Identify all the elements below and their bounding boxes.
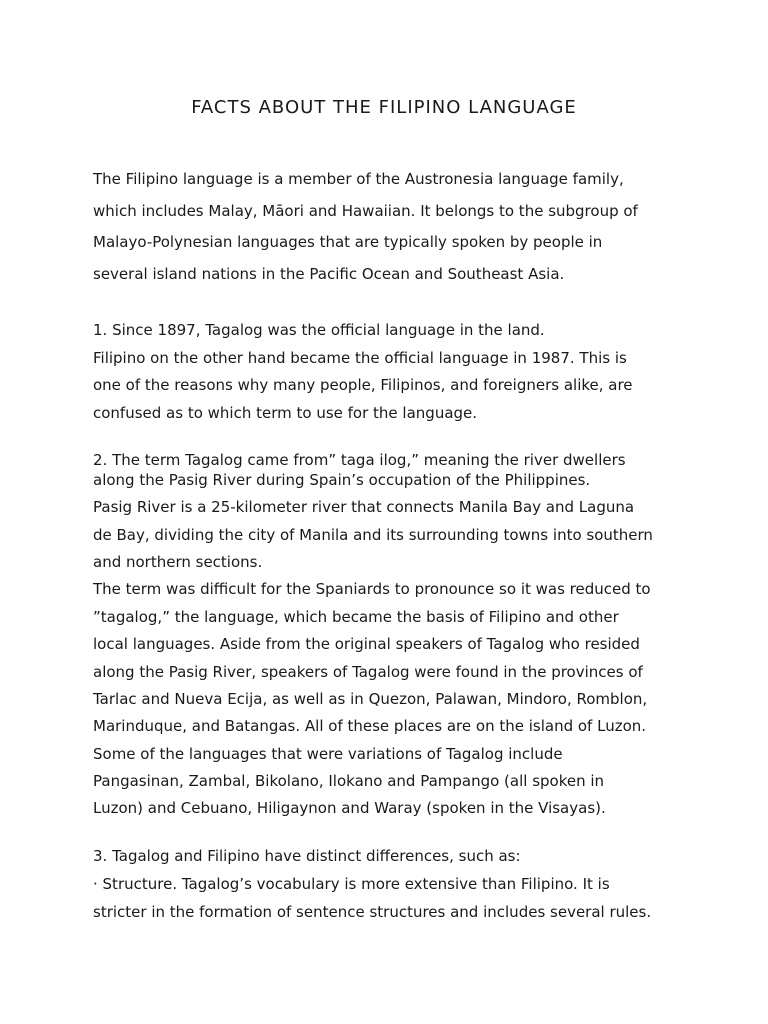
fact2-heading-line: 2. The term Tagalog came from” taga ilog,” meaning the river dwellers [93,451,626,469]
fact2-body-line: Marinduque, and Batangas. All of these places are on the island of Luzon. [93,717,647,735]
fact2-body-line: The term was difficult for the Spaniards to pronounce so it was reduced to [93,580,651,598]
fact2-body-line: along the Pasig River, speakers of Tagalog were found in the provinces of [93,663,643,681]
fact2-body-line: Tarlac and Nueva Ecija, as well as in Quezon, Palawan, Mindoro, Romblon, [93,690,648,708]
fact2-heading-line: along the Pasig River during Spain’s occupation of the Philippines. [93,471,591,489]
fact1-line: Filipino on the other hand became the official language in 1987. This is [93,349,627,367]
fact1-line: confused as to which term to use for the language. [93,404,478,422]
fact3-line: 3. Tagalog and Filipino have distinct differences, such as: [93,847,521,865]
intro-line: which includes Malay, Māori and Hawaiian. It belongs to the subgroup of [93,202,638,220]
fact3-line: · Structure. Tagalog’s vocabulary is more extensive than Filipino. It is [93,875,610,893]
intro-line: The Filipino language is a member of the Austronesia language family, [93,170,624,188]
intro-line: several island nations in the Pacific Ocean and Southeast Asia. [93,265,565,283]
fact2-body-line: Pangasinan, Zambal, Bikolano, Ilokano and Pampango (all spoken in [93,772,605,790]
fact2-body-line: Pasig River is a 25-kilometer river that connects Manila Bay and Laguna [93,498,635,516]
fact3-line: stricter in the formation of sentence structures and includes several rules. [93,903,652,921]
fact2-body-line: Some of the languages that were variations of Tagalog include [93,745,563,763]
fact1-line: 1. Since 1897, Tagalog was the official language in the land. [93,321,545,339]
fact1-line: one of the reasons why many people, Filipinos, and foreigners alike, are [93,376,633,394]
fact2-body-line: de Bay, dividing the city of Manila and its surrounding towns into southern [93,526,653,544]
fact2-body-line: Luzon) and Cebuano, Hiligaynon and Waray (spoken in the Visayas). [93,799,606,817]
fact2-body-line: local languages. Aside from the original speakers of Tagalog who resided [93,635,640,653]
intro-line: Malayo-Polynesian languages that are typically spoken by people in [93,233,603,251]
document-title: FACTS ABOUT THE FILIPINO LANGUAGE [191,97,577,118]
fact2-body-line: ”tagalog,” the language, which became the basis of Filipino and other [93,608,619,626]
fact2-body-line: and northern sections. [93,553,263,571]
